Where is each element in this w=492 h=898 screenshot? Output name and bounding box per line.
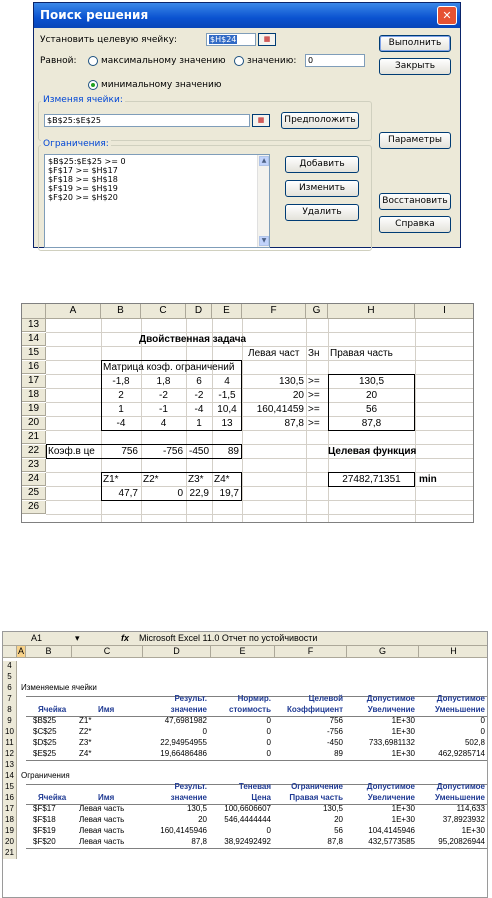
section-constraints: Ограничения (21, 771, 70, 780)
col-header[interactable]: D (143, 646, 211, 658)
row-header[interactable]: 5 (3, 672, 17, 683)
row-header[interactable]: 12 (3, 749, 17, 760)
col-header[interactable]: E (212, 304, 242, 319)
report-cell[interactable]: 0 (480, 727, 485, 736)
report-cell[interactable]: $F$18 (33, 815, 56, 824)
row-header[interactable]: 16 (22, 361, 46, 374)
add-button[interactable]: Добавить (285, 156, 359, 173)
reset-button[interactable]: Восстановить (379, 193, 451, 210)
radio-min-label: минимальному значению (101, 80, 222, 90)
goal-sense: min (419, 474, 437, 485)
report-cell[interactable]: 130,5 (322, 804, 343, 813)
row-header[interactable]: 8 (3, 705, 17, 716)
col-header[interactable]: B (26, 646, 72, 658)
col-header[interactable]: C (72, 646, 143, 658)
target-cell-label: Установить целевую ячейку: (40, 35, 178, 45)
matrix-cell[interactable]: -1,8 (112, 376, 130, 387)
right-value[interactable]: 130,5 (358, 376, 385, 387)
change-button[interactable]: Изменить (285, 180, 359, 197)
equal-label: Равной: (40, 56, 77, 66)
var-name: Z2* (143, 474, 159, 485)
sign-cell[interactable]: >= (308, 376, 320, 387)
name-box[interactable]: A1 (31, 633, 43, 643)
report-cell[interactable]: Левая часть (79, 804, 125, 813)
matrix-cell[interactable]: 2 (118, 390, 124, 401)
report-cell[interactable]: 432,5773585 (368, 837, 415, 846)
col-header[interactable]: C (141, 304, 186, 319)
report-cell[interactable]: 0 (266, 716, 271, 725)
report-header: стоимость (229, 705, 271, 714)
report-cell[interactable]: Z3* (79, 738, 92, 747)
left-value[interactable]: 130,5 (278, 376, 304, 387)
matrix-cell[interactable]: 10,4 (217, 404, 237, 415)
report-header: Результ. (174, 782, 207, 791)
row-header[interactable]: 14 (22, 333, 46, 346)
row-header[interactable]: 9 (3, 716, 17, 727)
report-cell[interactable]: 130,5 (186, 804, 207, 813)
report-cell[interactable]: 87,8 (327, 837, 343, 846)
report-cell[interactable]: Левая часть (79, 815, 125, 824)
report-header: Допустимое (436, 782, 485, 791)
matrix-cell[interactable]: 4 (160, 418, 167, 429)
value-input[interactable]: 0 (305, 54, 365, 67)
left-part-header: Левая част (248, 348, 300, 359)
matrix-cell[interactable]: -1 (159, 404, 168, 415)
row-header[interactable]: 20 (22, 417, 46, 430)
target-refedit-icon[interactable]: ▦ (258, 33, 276, 46)
dialog-title: Поиск решения (40, 8, 149, 22)
changing-cells-input[interactable]: $B$25:$E$25 (44, 114, 250, 127)
sensitivity-report-sheet (2, 631, 488, 898)
formula-text[interactable]: Microsoft Excel 11.0 Отчет по устойчивости (139, 633, 318, 643)
report-cell[interactable]: 502,8 (464, 738, 485, 747)
report-cell[interactable]: 0 (266, 738, 271, 747)
var-name: Z1* (103, 474, 119, 485)
row-header[interactable]: 19 (22, 403, 46, 416)
coef-cell[interactable]: -756 (162, 446, 183, 457)
report-cell[interactable]: 37,8923932 (442, 815, 485, 824)
close-icon[interactable]: ✕ (437, 6, 457, 25)
dual-problem-sheet (21, 303, 474, 523)
row-header[interactable]: 10 (3, 727, 17, 738)
report-cell[interactable]: 1E+30 (391, 716, 415, 725)
row-header[interactable]: 23 (22, 459, 46, 472)
report-cell[interactable]: 1E+30 (391, 749, 415, 758)
coef-cell[interactable]: 89 (227, 446, 239, 457)
row-header[interactable]: 20 (3, 837, 17, 848)
report-header: значение (170, 793, 207, 802)
report-header: Ограничение (291, 782, 343, 791)
name-box-dropdown-icon[interactable]: ▾ (75, 633, 80, 643)
report-cell[interactable]: 462,9285714 (438, 749, 485, 758)
constraint-item[interactable]: $F$17 >= $H$17 (48, 166, 118, 175)
report-header: Теневая (238, 782, 271, 791)
report-cell[interactable]: 22,94954955 (160, 738, 207, 747)
row-header[interactable]: 15 (22, 347, 46, 360)
report-cell[interactable]: $C$25 (33, 727, 57, 736)
row-header[interactable]: 26 (22, 501, 46, 514)
report-header: Ячейка (38, 705, 67, 714)
report-header: Правая часть (289, 793, 343, 802)
solver-dialog (33, 2, 461, 248)
report-header: Имя (98, 793, 115, 802)
radio-max-label: максимальному значению (101, 56, 226, 66)
right-value[interactable]: 20 (365, 390, 378, 401)
right-value[interactable]: 87,8 (361, 418, 382, 429)
constraints-list[interactable] (44, 154, 270, 248)
report-cell[interactable]: -756 (326, 727, 343, 736)
coef-cell[interactable]: -450 (188, 446, 209, 457)
formula-bar (3, 632, 487, 646)
dialog-title-bar[interactable] (34, 3, 460, 28)
report-cell[interactable]: -450 (326, 738, 343, 747)
report-cell[interactable]: Z2* (79, 727, 92, 736)
guess-button[interactable]: Предположить (281, 112, 359, 129)
goal-value[interactable]: 27482,71351 (342, 474, 401, 485)
coef-cell[interactable]: 756 (121, 446, 138, 457)
constraints-label: Ограничения: (43, 139, 109, 149)
var-value[interactable]: 0 (177, 488, 183, 499)
report-cell[interactable]: $E$25 (33, 749, 57, 758)
matrix-label: Матрица коэф. ограничений (103, 362, 235, 373)
constraint-item[interactable]: $F$20 >= $H$20 (48, 193, 118, 202)
matrix-cell[interactable]: -4 (116, 418, 126, 429)
report-cell[interactable]: 1E+30 (461, 826, 485, 835)
report-cell[interactable]: $B$25 (33, 716, 57, 725)
report-cell[interactable]: 89 (334, 749, 343, 758)
report-cell[interactable]: 56 (334, 826, 343, 835)
matrix-cell[interactable]: -2 (159, 390, 168, 401)
report-cell[interactable]: 1E+30 (391, 804, 415, 813)
col-header[interactable]: G (306, 304, 328, 319)
col-header[interactable]: G (347, 646, 419, 658)
constraint-item[interactable]: $F$18 >= $H$18 (48, 175, 118, 184)
row-header[interactable]: 25 (22, 487, 46, 500)
report-cell[interactable]: 47,6981982 (164, 716, 207, 725)
sign-cell[interactable]: >= (308, 390, 320, 401)
left-value[interactable]: 87,8 (284, 418, 304, 429)
report-cell[interactable]: 0 (202, 727, 207, 736)
col-header[interactable]: I (415, 304, 474, 319)
sign-header: Зн (308, 348, 320, 359)
report-header: Допустимое (436, 694, 485, 703)
report-header: значение (170, 705, 207, 714)
report-cell[interactable]: 160,4145946 (160, 826, 207, 835)
changing-refedit-icon[interactable]: ▦ (252, 114, 270, 127)
var-value[interactable]: 47,7 (118, 488, 138, 499)
var-name: Z3* (188, 474, 204, 485)
row-header[interactable]: 4 (3, 661, 17, 672)
report-cell[interactable]: 0 (266, 727, 271, 736)
right-value[interactable]: 56 (365, 404, 378, 415)
constraint-item[interactable]: $F$19 >= $H$19 (48, 184, 118, 193)
row-header[interactable]: 24 (22, 473, 46, 486)
report-header: Ячейка (38, 793, 67, 802)
row-header[interactable]: 16 (3, 793, 17, 804)
report-header: Целевой (308, 694, 343, 703)
solve-button[interactable]: Выполнить (379, 35, 451, 52)
scroll-up-icon[interactable]: ▲ (259, 156, 269, 166)
matrix-cell[interactable]: -2 (194, 390, 204, 401)
col-header[interactable]: H (328, 304, 415, 319)
target-cell-input[interactable]: $H$24 (206, 33, 256, 46)
report-header: Увеличение (367, 793, 415, 802)
goal-label: Целевая функция (328, 446, 417, 457)
matrix-cell[interactable]: 1 (118, 404, 124, 415)
report-cell[interactable]: 0 (266, 826, 271, 835)
report-header: Уменьшение (434, 793, 485, 802)
report-cell[interactable]: $F$20 (33, 837, 56, 846)
report-cell[interactable]: Левая часть (79, 826, 125, 835)
report-header: Результ. (174, 694, 207, 703)
row-header[interactable]: 18 (22, 389, 46, 402)
help-button[interactable]: Справка (379, 216, 451, 233)
report-cell[interactable]: $F$17 (33, 804, 56, 813)
row-header[interactable]: 15 (3, 782, 17, 793)
col-header[interactable]: F (242, 304, 306, 319)
radio-value[interactable] (234, 56, 244, 66)
report-cell[interactable]: 1E+30 (391, 727, 415, 736)
radio-value-label: значению: (247, 56, 297, 66)
sheet-title: Двойственная задача (139, 334, 247, 345)
report-header: Цена (251, 793, 271, 802)
right-part-header: Правая часть (330, 348, 393, 359)
report-cell[interactable]: Левая часть (79, 837, 125, 846)
report-cell[interactable]: 20 (198, 815, 207, 824)
sign-cell[interactable]: >= (308, 404, 320, 415)
row-header[interactable]: 6 (3, 683, 17, 694)
col-header[interactable]: F (275, 646, 347, 658)
var-value[interactable]: 22,9 (189, 488, 209, 499)
matrix-cell[interactable]: 1 (196, 418, 202, 429)
row-header[interactable]: 11 (3, 738, 17, 749)
coef-label: Коэф.в це (48, 446, 95, 457)
report-cell[interactable]: 100,6606607 (224, 804, 271, 813)
row-header[interactable]: 13 (22, 319, 46, 332)
report-cell[interactable]: 104,4145946 (368, 826, 415, 835)
matrix-cell[interactable]: 13 (221, 418, 233, 429)
section-changing-cells: Изменяемые ячейки (21, 683, 97, 692)
delete-button[interactable]: Удалить (285, 204, 359, 221)
constraints-scrollbar[interactable] (257, 155, 269, 247)
sign-cell[interactable]: >= (308, 418, 320, 429)
report-cell[interactable]: $D$25 (33, 738, 57, 747)
report-cell[interactable]: 38,92492492 (224, 837, 271, 846)
var-name: Z4* (214, 474, 230, 485)
report-cell[interactable]: 546,4444444 (224, 815, 271, 824)
col-header[interactable]: E (211, 646, 275, 658)
report-header: Увеличение (367, 705, 415, 714)
row-header[interactable]: 18 (3, 815, 17, 826)
report-cell[interactable]: 756 (329, 716, 343, 725)
constraint-item[interactable]: $B$25:$E$25 >= 0 (48, 157, 126, 166)
matrix-cell[interactable]: -1,5 (218, 390, 236, 401)
report-header: Коэффициент (286, 705, 343, 714)
col-header[interactable]: A (17, 646, 24, 656)
scroll-down-icon[interactable]: ▼ (259, 236, 269, 246)
left-value[interactable]: 20 (292, 390, 304, 401)
row-header[interactable]: 13 (3, 760, 17, 771)
report-cell[interactable]: Z1* (79, 716, 92, 725)
row-header[interactable]: 14 (3, 771, 17, 782)
row-header[interactable]: 17 (3, 804, 17, 815)
col-header[interactable]: H (419, 646, 488, 658)
matrix-cell[interactable]: 6 (196, 376, 202, 387)
col-header[interactable]: B (101, 304, 141, 319)
report-cell[interactable]: 20 (334, 815, 343, 824)
row-header[interactable]: 21 (22, 431, 46, 444)
close-button[interactable]: Закрыть (379, 58, 451, 75)
radio-max[interactable] (88, 56, 98, 66)
report-header: Нормир. (237, 694, 271, 703)
report-cell[interactable]: 1E+30 (391, 815, 415, 824)
report-header: Имя (98, 705, 115, 714)
matrix-cell[interactable]: 1,8 (156, 376, 171, 387)
report-header: Допустимое (366, 782, 415, 791)
matrix-cell[interactable]: 4 (224, 376, 230, 387)
matrix-cell[interactable]: -4 (194, 404, 204, 415)
report-cell[interactable]: 0 (266, 749, 271, 758)
report-cell[interactable]: 0 (480, 716, 485, 725)
var-value[interactable]: 19,7 (219, 488, 239, 499)
row-header[interactable]: 22 (22, 445, 46, 458)
corner-cell[interactable] (3, 646, 17, 658)
report-cell[interactable]: 733,6981132 (368, 738, 415, 747)
fx-icon[interactable]: fx (121, 633, 130, 643)
report-header: Допустимое (366, 694, 415, 703)
row-header[interactable]: 21 (3, 848, 17, 859)
options-button[interactable]: Параметры (379, 132, 451, 149)
report-cell[interactable]: 95,20826944 (438, 837, 485, 846)
col-header[interactable]: D (186, 304, 212, 319)
report-cell[interactable]: Z4* (79, 749, 92, 758)
row-header[interactable]: 7 (3, 694, 17, 705)
left-value[interactable]: 160,41459 (256, 404, 304, 415)
report-cell[interactable]: 19,66486486 (160, 749, 207, 758)
corner-cell[interactable] (22, 304, 46, 319)
report-cell[interactable]: 87,8 (191, 837, 207, 846)
row-header[interactable]: 19 (3, 826, 17, 837)
row-header[interactable]: 17 (22, 375, 46, 388)
report-cell[interactable]: 114,633 (456, 804, 485, 813)
changing-cells-label: Изменяя ячейки: (43, 95, 123, 105)
col-header[interactable]: A (46, 304, 101, 319)
report-header: Уменьшение (434, 705, 485, 714)
radio-min[interactable] (88, 80, 98, 90)
report-cell[interactable]: $F$19 (33, 826, 56, 835)
